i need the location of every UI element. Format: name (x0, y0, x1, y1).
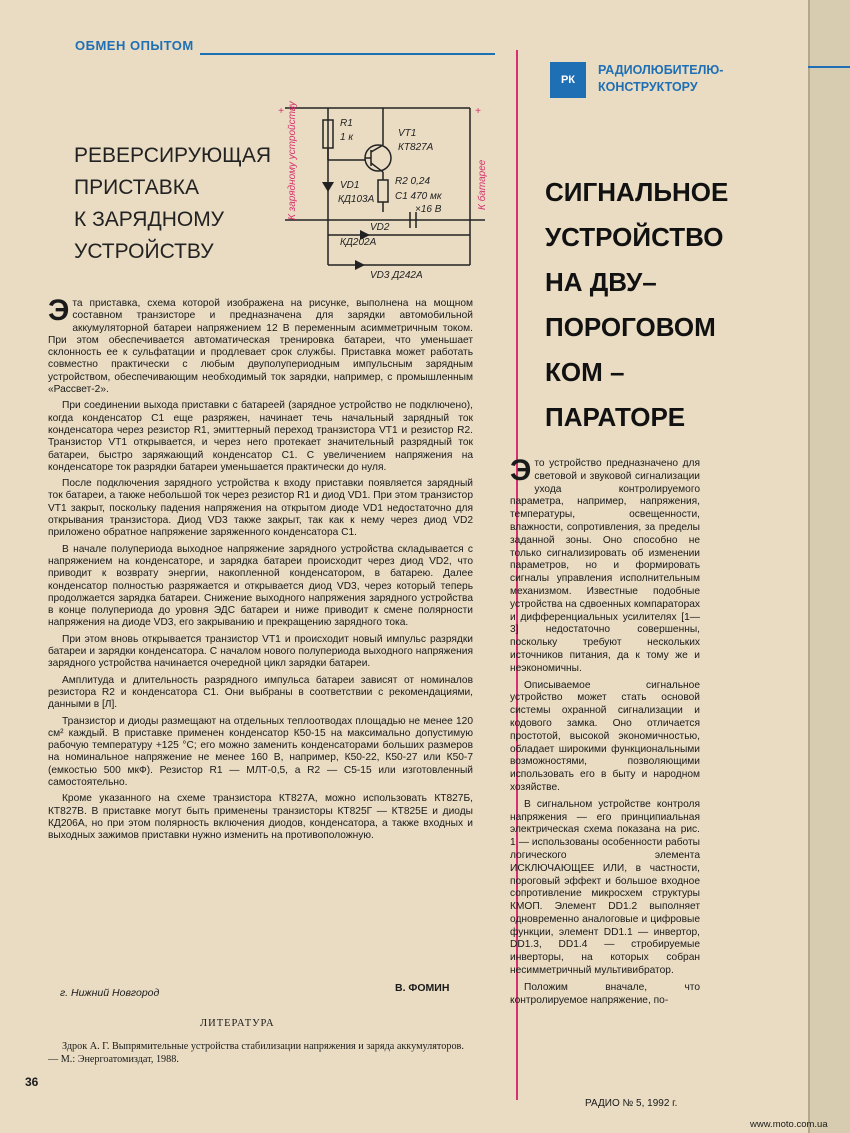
site-watermark: www.moto.com.ua (750, 1119, 828, 1130)
label-vd2: VD2 (370, 222, 390, 233)
section-heading-constructor (598, 62, 723, 96)
article1-body (48, 294, 473, 846)
article1-title-line: К ЗАРЯДНОМУ (74, 208, 225, 231)
section-right-line1: РАДИОЛЮБИТЕЛЮ- (598, 63, 724, 77)
plus-sign-left: + (278, 106, 284, 117)
article1-paragraph: Эта приставка, схема которой изображена на рисунке, выполнена на мощном составном транзисторе и предназначена для зарядки автомобильной аккумуляторной батареи напряжением 12 В переменным асимметричным током. При этом обеспечивается автоматическая тренировка батареи, что уменьшает склонность ее к сульфатации и продлевает срок службы. Приставка может работать совместно практически с любым двуполупериодным импульсным зарядным устройством, обеспечивающим необходимый ток зарядки, например, с промышленным «Рассвет-2». (48, 294, 473, 396)
article2-paragraph: Это устройство предназначено для световой и звуковой сигнализации ухода контролируемого параметра, например, напряжения, температуры, освещенности, влажности, сопротивления, за пределы заданной зоны. Оно способно не только сигнализировать об изменении параметров, но и формировать сигналы управления исполнительным механизмом. Известные подобные устройства на сдвоенных компараторах и дифференциальных усилителях [1—3] недостаточно совершенны, поскольку требуют нескольких источников питания, да к тому же и неэкономичны. (510, 454, 700, 674)
plus-sign-right: + (475, 106, 481, 117)
author-name: В. ФОМИН (395, 982, 450, 994)
label-to-battery: К батарее (477, 159, 488, 210)
article1-paragraph: При этом вновь открывается транзистор VT1 и происходит новый импульс разрядки батареи и зарядки конденсатора. С началом нового полупериода выходного напряжения зарядного устройства начинается очередной цикл зарядки батареи. (48, 633, 473, 670)
page-number: 36 (25, 1075, 39, 1089)
literature-reference: Здрок А. Г. Выпрямительные устройства стабилизации напряжения и заряда аккумуляторов.— М.: Энергоатомиздат, 1988. (48, 1041, 464, 1065)
article1-title-line: РЕВЕРСИРУЮЩАЯ (74, 144, 272, 167)
article1-dropcap: Э (48, 294, 70, 327)
author-city: г. Нижний Новгород (60, 987, 160, 999)
label-to-charger: К зарядному устройству (287, 101, 298, 220)
article2-title-line: КОМ – (545, 357, 625, 387)
article1-title-line: УСТРОЙСТВУ (74, 240, 214, 263)
article2-paragraph: В сигнальном устройстве контроля напряжения — его принципиальная электрическая схема показана на рис. 1 — использованы особенности работы логического элемента ИСКЛЮЧАЮЩЕЕ ИЛИ, в частности, пороговый эффект и большое входное сопротивление микросхем структуры КМОП. Элемент DD1.2 выполняет одновременно аналоговые и цифровые функции, элемент DD1.1 — инвертор, DD1.3, DD1.4 — стробируемые инверторы, на которых собран несимметричный мультивибратор. (510, 798, 700, 977)
article2-body (510, 454, 700, 1011)
label-vd1-type: КД103А (338, 194, 375, 205)
label-r2: R2 0,24 (395, 176, 431, 187)
article2-paragraph: Положим вначале, что контролируемое напряжение, по- (510, 981, 700, 1006)
article1-paragraph: После подключения зарядного устройства к входу приставки появляется зарядный ток батареи, а также небольшой ток через резистор R1 и диод VD1. При этом транзистор VT1 закрыт, поскольку падения напряжения на открытом диоде VD1 недостаточно для открывания транзистора. Диод VD3 также закрыт, так как к нему через диод VD2 приложено обратное напряжение заряженного конденсатора C1. (48, 478, 473, 539)
label-r1-val: 1 к (340, 132, 354, 143)
article2-title-line: СИГНАЛЬНОЕ (545, 177, 729, 207)
issue-footer: РАДИО № 5, 1992 г. (585, 1098, 678, 1109)
article1-title-line: ПРИСТАВКА (74, 176, 200, 199)
section-rule-left (200, 53, 495, 55)
article1-paragraph: В начале полупериода выходное напряжение зарядного устройства складывается с напряжением на конденсаторе, и зарядка батареи происходит через диод VD2, что приводит к возврату энергии, накопленной конденсатором, в батарею. Далее конденсатор полностью разряжается и открывается диод VD3, через который теперь продолжается зарядка батареи. Снижение выходного напряжения зарядного устройства в конце полупериода до уровня ЭДС батареи и ниже приводит к смене полярности напряжения на диоде VD3, его закрыванию и прекращению зарядного тока. (48, 543, 473, 629)
label-r1: R1 (340, 118, 353, 129)
article2-title-line: УСТРОЙСТВО (545, 222, 724, 252)
literature-heading: ЛИТЕРАТУРА (200, 1018, 275, 1029)
article2-title (545, 170, 745, 440)
label-vd1: VD1 (340, 180, 360, 191)
label-vt1-type: КТ827А (398, 142, 434, 153)
next-page-edge (808, 0, 850, 1133)
article1-paragraph: Кроме указанного на схеме транзистора КТ827А, можно использовать КТ827Б, КТ827В. В приставке могут быть применены транзисторы КТ825Г — КТ825Е и диоды КД206А, но при этом полярность включения диодов, конденсатора, а также входных и выходных зажимов приставки нужно изменить на противоположную. (48, 793, 473, 842)
section-rule-right (808, 66, 850, 68)
section-heading-exchange: ОБМЕН ОПЫТОМ (75, 38, 194, 53)
label-c1: C1 470 мк (395, 191, 442, 202)
article1-paragraph: При соединении выхода приставки с батареей (зарядное устройство не подключено), когда конденсатор C1 еще разряжен, начинает течь начальный зарядный ток конденсатора через резистор R1, эмиттерный переход транзистора VT1 и резистор R2. Транзистор VT1 открывается, и через него протекает значительный разрядный ток батареи, быстро заряжающий конденсатор C1. С увеличением напряжения на конденсаторе ток разрядки батареи уменьшается практически до нуля. (48, 400, 473, 473)
article2-title-line: НА ДВУ– (545, 267, 657, 297)
article2-paragraph: Описываемое сигнальное устройство может стать основой системы охранной сигнализации и кодового замка. Оно отличается простотой, высокой экономичностью, обладает широкими функциональными возможностями, позволяющими использовать его в быту и народном хозяйстве. (510, 679, 700, 793)
logo-text: РК (560, 74, 576, 86)
article2-title-line: ПОРОГОВОМ (545, 312, 716, 342)
label-c1-voltage: ×16 В (415, 204, 442, 215)
label-vd3: VD3 Д242А (370, 270, 423, 281)
section-right-line2: КОНСТРУКТОРУ (598, 80, 698, 94)
article2-dropcap: Э (510, 454, 532, 487)
article1-title (74, 140, 274, 268)
label-vt1: VT1 (398, 128, 417, 139)
article2-title-line: ПАРАТОРЕ (545, 402, 686, 432)
circuit-schematic (270, 100, 510, 285)
rubric-logo (550, 62, 586, 98)
label-vd2-type: КД202А (340, 237, 377, 248)
article1-paragraph: Амплитуда и длительность разрядного импульса батареи зависят от номиналов резистора R2 и конденсатора C1. Они выбраны в соответствии с рекомендациями, данными в [Л]. (48, 674, 473, 711)
article1-paragraph: Транзистор и диоды размещают на отдельных теплоотводах площадью не менее 120 см² каждый. В приставке применен конденсатор К50-15 на максимально допустимую рабочую температуру +125 °С; его можно заменить конденсаторами больших размеров на номинальное напряжение не менее 160 В, например, К50-22, К50-27 или К50-7 (емкостью 500 мкФ). Резистор R1 — МЛТ-0,5, а R2 — С5-15 или изготовленный самостоятельно. (48, 715, 473, 788)
